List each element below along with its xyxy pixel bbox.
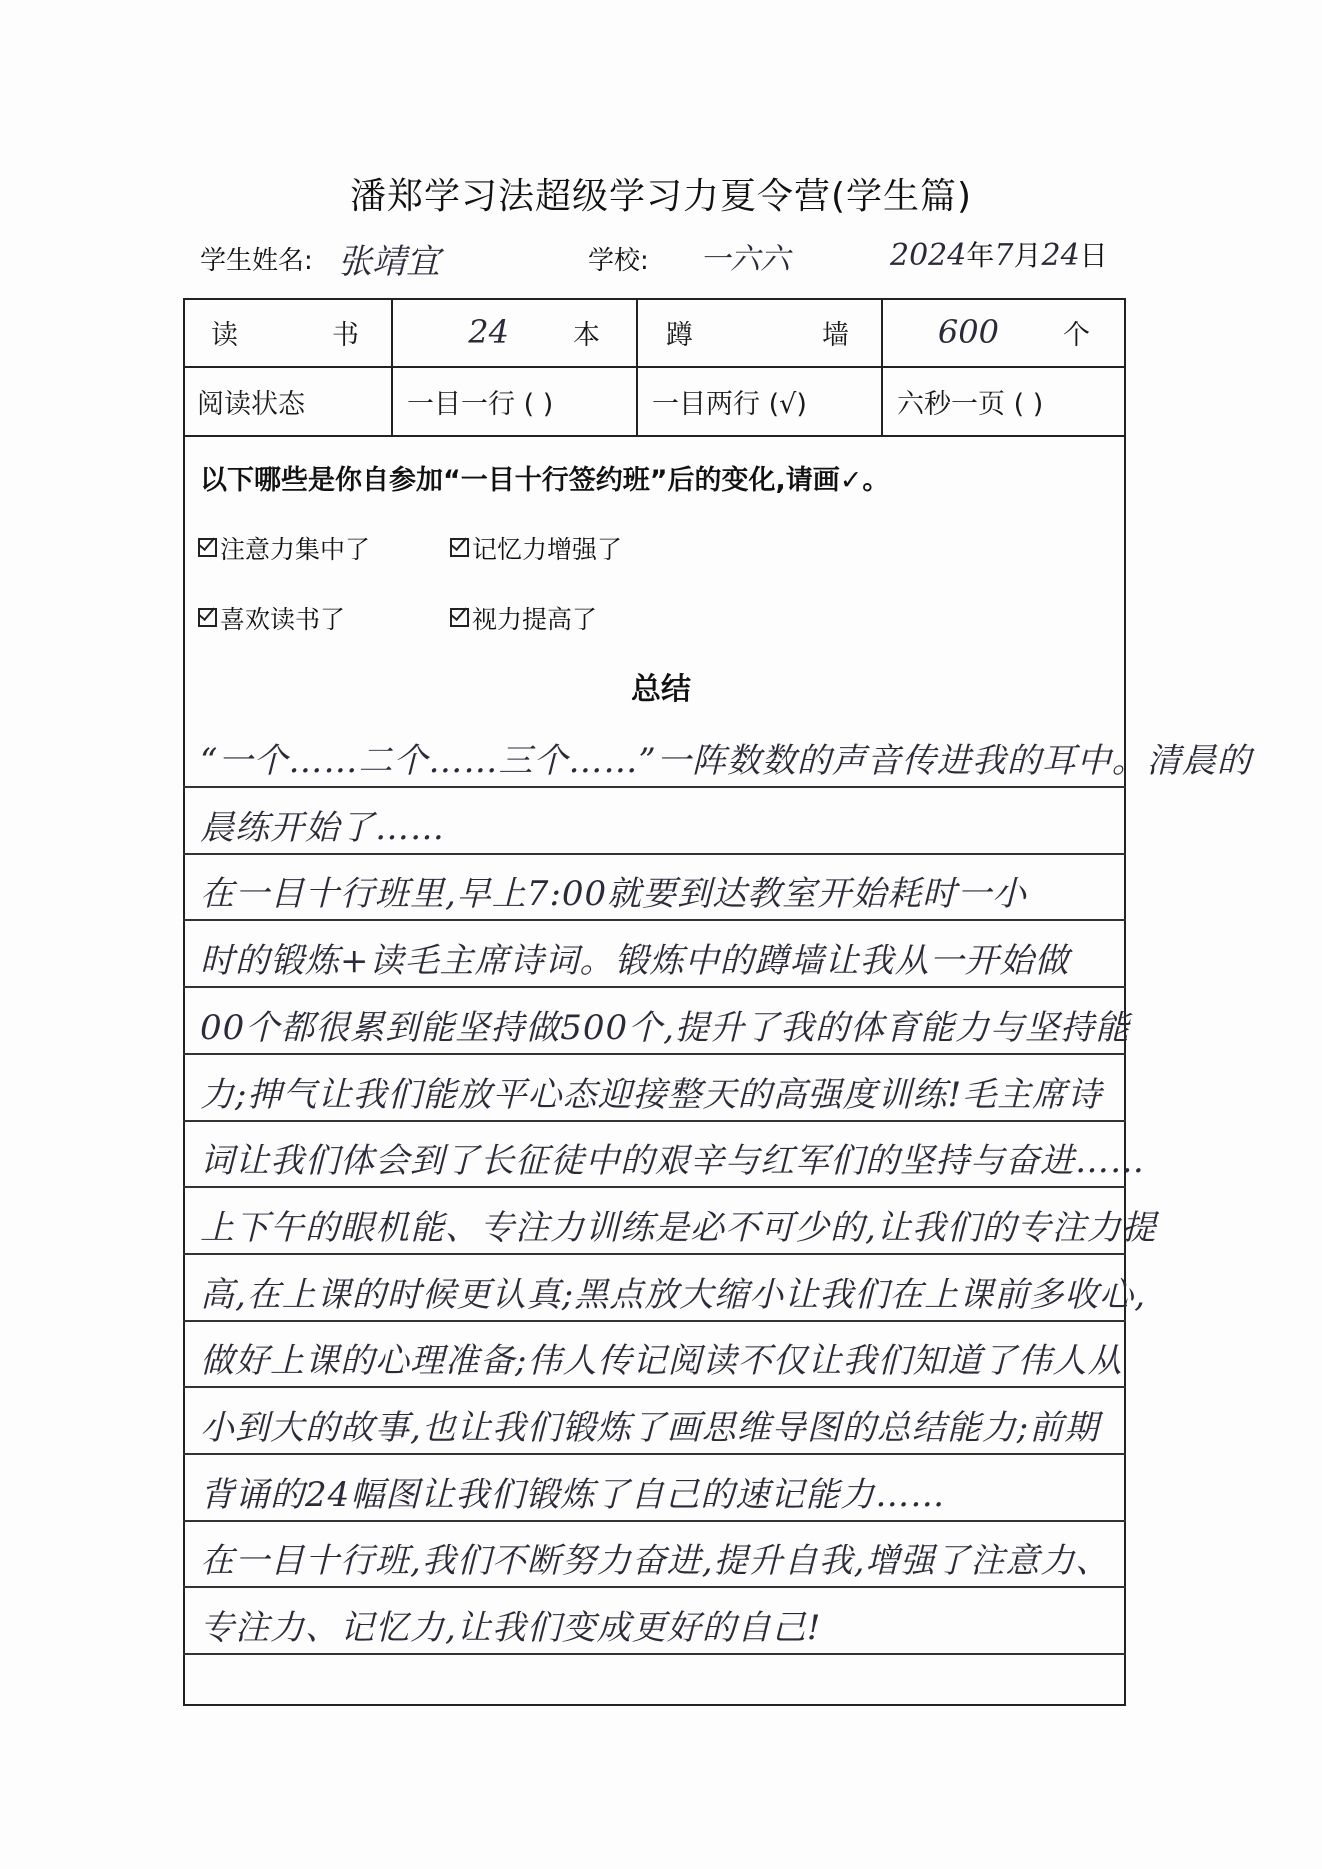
squat-label-b: 墙 — [822, 319, 849, 351]
date-month-unit: 月 — [1013, 239, 1042, 272]
read-count: 24 — [468, 313, 509, 351]
read-count-cell — [393, 298, 638, 366]
read-label-cell — [183, 298, 393, 366]
name-label: 学生姓名: — [200, 246, 313, 276]
summary-line: 专注力、记忆力,让我们变成更好的自己! — [200, 1608, 822, 1649]
squat-count: 600 — [937, 313, 999, 351]
table-row-status — [183, 368, 1126, 437]
squat-unit: 个 — [1063, 319, 1090, 351]
check-label: 注意力集中了 — [220, 535, 371, 564]
read-label-b: 书 — [332, 319, 359, 351]
summary-line: 上下午的眼机能、专注力训练是必不可少的,让我们的专注力提 — [200, 1207, 1157, 1248]
table-row-counts — [183, 298, 1126, 368]
checked-box-icon — [198, 608, 217, 627]
date — [890, 234, 1108, 274]
summary-line: 做好上课的心理准备;伟人传记阅读不仅让我们知道了伟人从 — [200, 1341, 1123, 1382]
summary-line: 时的锻炼+读毛主席诗词。锻炼中的蹲墙让我从一开始做 — [200, 941, 1070, 982]
summary-line: 在一目十行班里,早上7:00就要到达教室开始耗时一小 — [200, 874, 1028, 915]
date-month: 7 — [994, 238, 1014, 273]
summary-line: 在一目十行班,我们不断努力奋进,提升自我,增强了注意力、 — [200, 1541, 1111, 1582]
summary-line: 高,在上课的时候更认真;黑点放大缩小让我们在上课前多收心, — [200, 1274, 1147, 1315]
check-label: 视力提高了 — [472, 605, 598, 634]
check-label: 记忆力增强了 — [472, 535, 623, 564]
page-title: 潘郑学习法超级学习力夏令营(学生篇) — [349, 176, 973, 217]
school-value: 一六六 — [700, 242, 790, 277]
status-option-3: 六秒一页 ( ) — [897, 389, 1044, 420]
check-item-attention — [198, 530, 370, 566]
summary-title: 总结 — [631, 672, 691, 707]
check-item-reading — [198, 600, 345, 636]
date-day: 24 — [1041, 238, 1080, 273]
checked-box-icon — [198, 538, 217, 557]
date-year: 2024 — [890, 238, 967, 273]
status-option-2: 一目两行 (√) — [638, 368, 883, 435]
date-day-unit: 日 — [1079, 239, 1108, 272]
check-item-memory — [450, 530, 622, 566]
summary-line: “一个……二个……三个……”一阵数数的声音传进我的耳中。清晨的 — [200, 741, 1252, 781]
squat-label-cell — [638, 298, 883, 366]
read-unit: 本 — [573, 319, 600, 351]
summary-line: 小到大的故事,也让我们锻炼了画思维导图的总结能力;前期 — [200, 1408, 1100, 1448]
check-label: 喜欢读书了 — [220, 605, 346, 634]
status-option-1: 一目一行 ( ) — [393, 368, 638, 435]
summary-line: 背诵的24幅图让我们锻炼了自己的速记能力…… — [200, 1474, 946, 1515]
summary-line: 00个都很累到能坚持做500个,提升了我的体育能力与坚持能 — [200, 1007, 1130, 1048]
changes-question: 以下哪些是你自参加“一目十行签约班”后的变化,请画✓。 — [200, 465, 890, 496]
ruled-line — [183, 1653, 1126, 1655]
squat-count-cell — [883, 298, 1126, 366]
name-value: 张靖宜 — [338, 242, 440, 282]
summary-line: 晨练开始了…… — [200, 807, 445, 848]
read-label-a: 读 — [211, 319, 238, 351]
check-item-vision — [450, 600, 597, 636]
school-label: 学校: — [588, 246, 649, 276]
status-label: 阅读状态 — [183, 368, 393, 435]
date-year-unit: 年 — [966, 239, 995, 272]
squat-label-a: 蹲 — [666, 319, 693, 351]
checked-box-icon — [450, 608, 469, 627]
summary-line: 词让我们体会到了长征徒中的艰辛与红军们的坚持与奋进…… — [200, 1141, 1145, 1182]
checked-box-icon — [450, 538, 469, 557]
summary-line: 力;抻气让我们能放平心态迎接整天的高强度训练!毛主席诗 — [200, 1074, 1103, 1115]
